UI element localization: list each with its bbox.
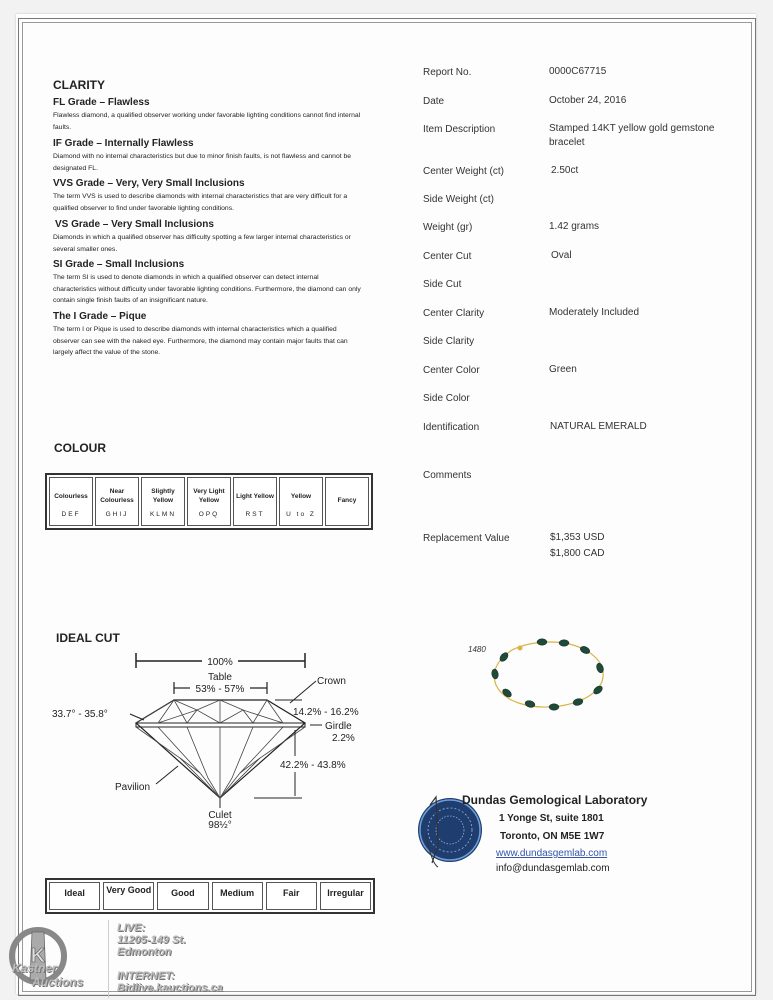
report-no-value: 0000C67715	[549, 66, 607, 77]
auction-internet-label: INTERNET:	[117, 970, 175, 982]
date-value: October 24, 2016	[549, 95, 627, 106]
clarity-grade-title: VS Grade – Very Small Inclusions	[55, 219, 214, 230]
report-no-label: Report No.	[423, 67, 472, 78]
side-clarity-label: Side Clarity	[423, 336, 475, 347]
side-weight-label: Side Weight (ct)	[423, 194, 494, 205]
colour-cell-name: Yellow	[290, 492, 312, 500]
item-description-value: Stamped 14KT yellow gold gemstone bracelet	[549, 123, 715, 148]
colour-cell-grades: DEF	[61, 511, 81, 518]
weight-label: Weight (gr)	[423, 222, 473, 233]
girdle-value-label: 2.2%	[332, 733, 355, 744]
ideal-cut-title: IDEAL CUT	[56, 631, 120, 645]
auction-live-address2: Edmonton	[117, 946, 172, 958]
auction-logo-top: Kastner	[12, 961, 57, 975]
center-weight-value: 2.50ct	[551, 165, 579, 176]
pavilion-depth-label: 42.2% - 43.8%	[280, 760, 346, 771]
colour-title: COLOUR	[54, 441, 106, 455]
colour-cell-name: Very Light Yellow	[193, 488, 225, 504]
auction-live-label: LIVE:	[117, 922, 146, 934]
replacement-cad-value: $1,800 CAD	[550, 548, 605, 559]
center-cut-value: Oval	[551, 250, 572, 261]
colour-cell-grades: OPQ	[198, 511, 220, 518]
colour-cell	[187, 477, 231, 526]
side-color-label: Side Color	[423, 393, 470, 404]
center-clarity-value: Moderately Included	[549, 307, 640, 318]
crown-angle-label: 33.7° - 35.8°	[52, 709, 108, 720]
clarity-grade-title: FL Grade – Flawless	[53, 97, 150, 108]
colour-cell	[279, 477, 323, 526]
colour-cell-grades: U to Z	[286, 511, 316, 518]
culet-title-label: Culet	[208, 810, 232, 821]
clarity-grade-desc: The term SI is used to denote diamonds in which a qualified observer can detect internal characteristics without difficulty under favorable lighting conditions. Furthermore, the diamond can only contain single finish faults of an insignificant nature.	[53, 274, 361, 304]
center-weight-label: Center Weight (ct)	[423, 166, 504, 177]
side-cut-label: Side Cut	[423, 279, 462, 290]
comments-label: Comments	[423, 470, 472, 481]
width-label: 100%	[207, 657, 233, 668]
auction-live-address1: 11205-149 St.	[117, 934, 186, 946]
clarity-grade-desc: Diamonds in which a qualified observer has difficulty spotting a few larger internal characteristics or several smaller ones.	[53, 234, 351, 253]
colour-cell	[325, 477, 369, 526]
colour-cell-grades: RST	[245, 511, 265, 518]
lab-name: Dundas Gemological Laboratory	[462, 793, 648, 807]
identification-value: NATURAL EMERALD	[550, 421, 647, 432]
colour-cell-grades: KLMN	[149, 511, 177, 518]
table-range-label: 53% - 57%	[195, 684, 245, 695]
crown-height-label: 14.2% - 16.2%	[293, 707, 359, 718]
culet-value-label: 98½°	[208, 820, 232, 828]
center-color-label: Center Color	[423, 365, 480, 376]
item-description-label: Item Description	[423, 124, 496, 135]
weight-value: 1.42 grams	[549, 221, 600, 232]
cut-grade-cell: Ideal	[49, 882, 100, 910]
lab-website-link[interactable]: www.dundasgemlab.com	[496, 848, 608, 859]
colour-cell-name: Fancy	[337, 497, 357, 504]
colour-cell	[233, 477, 277, 526]
cut-grade-cell: Good	[157, 882, 208, 910]
colour-cell-name: Light Yellow	[236, 492, 274, 500]
cut-grade-cell: Medium	[212, 882, 263, 910]
clarity-grade-title: IF Grade – Internally Flawless	[53, 138, 194, 149]
clarity-grade-desc: Flawless diamond, a qualified observer working under favorable lighting conditions cannot find internal faults.	[53, 112, 361, 131]
colour-cell	[49, 477, 93, 526]
clarity-grade-desc: The term VVS is used to describe diamonds with internal characteristics that are very difficult for a qualified observer to find under favorable lighting conditions.	[53, 193, 348, 212]
clarity-grade-title: The I Grade – Pique	[53, 311, 147, 322]
emerald-stones	[491, 639, 605, 710]
svg-text:K: K	[30, 945, 46, 967]
cut-grade-cell: Fair	[266, 882, 317, 910]
colour-cell	[141, 477, 185, 526]
clarity-title: CLARITY	[53, 78, 105, 92]
colour-cell-grades: GHIJ	[105, 511, 129, 518]
girdle-title-label: Girdle	[325, 721, 352, 732]
replacement-usd-value: $1,353 USD	[550, 532, 605, 543]
bracelet-photo	[460, 630, 620, 720]
replacement-value-label: Replacement Value	[423, 533, 510, 544]
colour-cell-name: Slightly Yellow	[151, 488, 175, 504]
center-cut-label: Center Cut	[423, 251, 472, 262]
lab-address-line1: 1 Yonge St, suite 1801	[499, 813, 604, 824]
photo-tag: 1480	[468, 645, 486, 654]
table-title-label: Table	[208, 672, 232, 683]
cut-grade-cell: Very Good	[103, 882, 154, 910]
lab-address-line2: Toronto, ON M5E 1W7	[500, 831, 605, 842]
cut-grade-cell: Irregular	[320, 882, 371, 910]
identification-label: Identification	[423, 422, 480, 433]
cut-grade-table	[45, 878, 375, 914]
auction-internet-url[interactable]: Bidlive.kauctions.ca	[117, 982, 223, 994]
lab-email: info@dundasgemlab.com	[496, 863, 610, 874]
center-color-value: Green	[549, 364, 577, 375]
auction-logo-bottom: Auctions	[32, 975, 84, 989]
clarity-grade-desc: Diamond with no internal characteristics but due to minor finish faults, is not flawless and cannot be designated FL.	[53, 153, 352, 172]
colour-cell	[95, 477, 139, 526]
colour-cell-name: Colourless	[54, 492, 88, 500]
clarity-grade-title: VVS Grade – Very, Very Small Inclusions	[53, 178, 245, 189]
pavilion-label: Pavilion	[115, 782, 151, 793]
colour-cell-name: Near Colourless	[100, 488, 134, 504]
date-label: Date	[423, 96, 445, 107]
clarity-grade-desc: The term I or Pique is used to describe diamonds with internal characteristics which a qualified observer can see with the naked eye. Furthermore, the diamond may contain major faults that can largely affect the value of the stone.	[53, 326, 348, 356]
colour-scale-table	[45, 473, 373, 530]
center-clarity-label: Center Clarity	[423, 308, 485, 319]
crown-label: Crown	[317, 676, 346, 687]
auction-divider	[108, 920, 109, 998]
diamond-cut-diagram	[40, 648, 380, 828]
clarity-grade-title: SI Grade – Small Inclusions	[53, 259, 185, 270]
